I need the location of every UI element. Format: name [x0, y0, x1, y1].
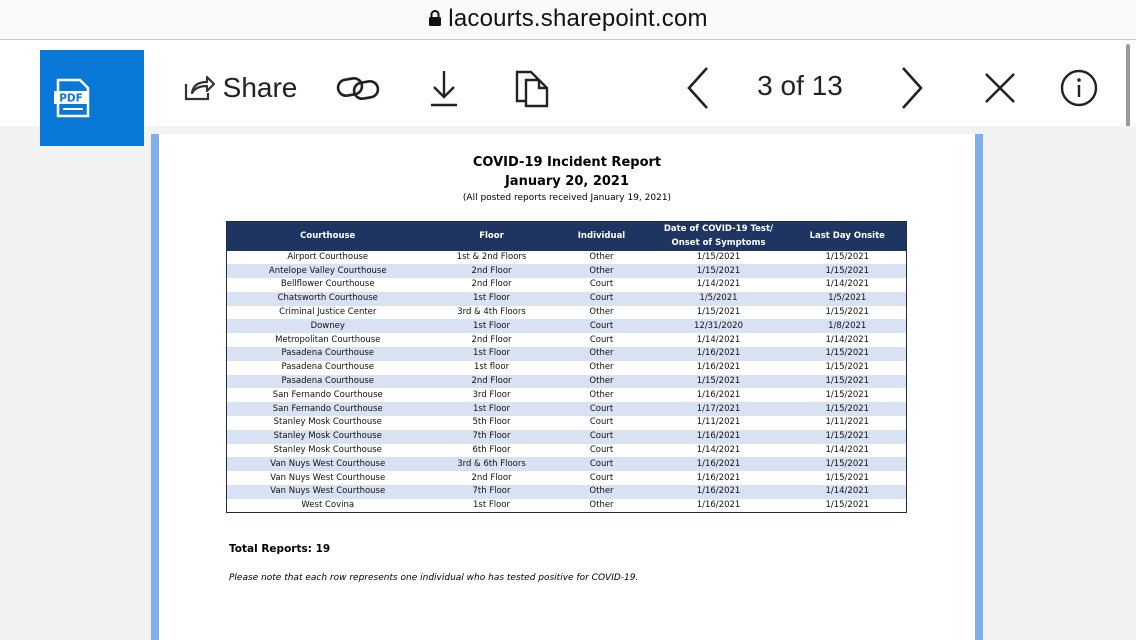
table-cell: 12/31/2020	[649, 319, 789, 333]
table-cell: 1st Floor	[429, 292, 555, 306]
table-cell: 1/14/2021	[789, 444, 907, 458]
table-cell: 1/14/2021	[649, 444, 789, 458]
table-cell: 1st floor	[429, 361, 555, 375]
copy-icon	[514, 68, 550, 108]
browser-url-bar[interactable]	[0, 0, 1136, 40]
column-header: Last Day Onsite	[789, 222, 907, 251]
table-cell: 2nd Floor	[429, 278, 555, 292]
table-row	[227, 375, 907, 389]
table-cell: Van Nuys West Courthouse	[227, 457, 429, 471]
table-cell: Bellflower Courthouse	[227, 278, 429, 292]
pdf-file-icon	[54, 78, 92, 118]
report-title: COVID-19 Incident Report	[472, 155, 662, 170]
table-cell: Stanley Mosk Courthouse	[227, 430, 429, 444]
table-cell: 2nd Floor	[429, 471, 555, 485]
viewer-toolbar	[0, 40, 1136, 126]
table-cell: 3rd & 4th Floors	[429, 306, 555, 320]
chevron-left-icon	[685, 66, 711, 110]
table-row	[227, 361, 907, 375]
pdf-file-badge	[40, 50, 144, 146]
table-cell: 1/15/2021	[789, 264, 907, 278]
table-header-row	[227, 222, 907, 251]
share-button[interactable]	[180, 60, 300, 116]
table-cell: Pasadena Courthouse	[227, 375, 429, 389]
previous-page-button[interactable]	[672, 60, 724, 116]
report-subtitle: (All posted reports received January 19, 2021)	[462, 193, 672, 203]
table-cell: 1/11/2021	[789, 416, 907, 430]
table-cell: 5th Floor	[429, 416, 555, 430]
table-cell: 1/11/2021	[649, 416, 789, 430]
table-cell: 3rd Floor	[429, 388, 555, 402]
copy-button[interactable]	[504, 60, 560, 116]
report-note: Please note that each row represents one individual who has tested positive for COVID-19.	[229, 573, 639, 583]
table-cell: Chatsworth Courthouse	[227, 292, 429, 306]
table-cell: 2nd Floor	[429, 375, 555, 389]
table-cell: 1/5/2021	[789, 292, 907, 306]
table-row	[227, 319, 907, 333]
table-cell: Antelope Valley Courthouse	[227, 264, 429, 278]
link-icon	[336, 72, 380, 104]
table-cell: Other	[555, 251, 649, 265]
table-cell: 7th Floor	[429, 485, 555, 499]
table-row	[227, 457, 907, 471]
table-cell: Other	[555, 306, 649, 320]
table-cell: Other	[555, 361, 649, 375]
table-cell: 1st Floor	[429, 499, 555, 513]
page-frame-right	[975, 134, 983, 640]
table-row	[227, 402, 907, 416]
page-indicator: 3 of 13	[757, 70, 843, 101]
download-button[interactable]	[416, 60, 472, 116]
table-cell: West Covina	[227, 499, 429, 513]
share-label: Share	[222, 72, 298, 103]
copy-link-button[interactable]	[330, 60, 386, 116]
table-cell: 2nd Floor	[429, 333, 555, 347]
total-reports: Total Reports: 19	[229, 543, 331, 555]
table-cell: 1/16/2021	[649, 499, 789, 513]
table-cell: Pasadena Courthouse	[227, 361, 429, 375]
table-cell: 1/16/2021	[649, 430, 789, 444]
table-cell: 1/15/2021	[789, 471, 907, 485]
table-cell: Other	[555, 375, 649, 389]
table-cell: 1/15/2021	[649, 375, 789, 389]
table-cell: Court	[555, 319, 649, 333]
table-cell: Other	[555, 388, 649, 402]
table-cell: Metropolitan Courthouse	[227, 333, 429, 347]
table-cell: 1st & 2nd Floors	[429, 251, 555, 265]
column-header: Date of COVID-19 Test/ Onset of Symptoms	[649, 222, 789, 251]
close-icon	[983, 71, 1017, 105]
table-cell: 1/14/2021	[649, 333, 789, 347]
table-cell: Other	[555, 264, 649, 278]
table-row	[227, 347, 907, 361]
table-cell: 1/16/2021	[649, 388, 789, 402]
share-icon	[183, 74, 215, 102]
table-cell: 1/15/2021	[789, 306, 907, 320]
table-cell: 1/15/2021	[789, 499, 907, 513]
close-button[interactable]	[972, 60, 1028, 116]
table-cell: 1/15/2021	[789, 388, 907, 402]
table-cell: 1/16/2021	[649, 457, 789, 471]
table-row	[227, 444, 907, 458]
table-cell: 1/16/2021	[649, 471, 789, 485]
table-cell: 1/17/2021	[649, 402, 789, 416]
table-cell: Court	[555, 444, 649, 458]
table-cell: 1st Floor	[429, 319, 555, 333]
table-cell: 1/15/2021	[789, 430, 907, 444]
table-cell: 1/15/2021	[789, 402, 907, 416]
table-cell: 1/15/2021	[649, 264, 789, 278]
table-row	[227, 333, 907, 347]
table-row	[227, 292, 907, 306]
table-cell: Court	[555, 292, 649, 306]
table-cell: Pasadena Courthouse	[227, 347, 429, 361]
table-cell: 1/15/2021	[789, 251, 907, 265]
table-cell: Van Nuys West Courthouse	[227, 485, 429, 499]
table-cell: 1st Floor	[429, 347, 555, 361]
table-cell: Court	[555, 471, 649, 485]
table-row	[227, 485, 907, 499]
report-date: January 20, 2021	[504, 174, 630, 189]
table-row	[227, 306, 907, 320]
table-cell: Other	[555, 347, 649, 361]
table-cell: Criminal Justice Center	[227, 306, 429, 320]
table-cell: 3rd & 6th Floors	[429, 457, 555, 471]
table-cell: Other	[555, 499, 649, 513]
download-icon	[429, 68, 459, 108]
table-row	[227, 388, 907, 402]
svg-text:PDF: PDF	[59, 92, 83, 105]
next-page-button[interactable]	[886, 60, 938, 116]
table-cell: 2nd Floor	[429, 264, 555, 278]
url-text: lacourts.sharepoint.com	[448, 5, 708, 32]
table-cell: 1/5/2021	[649, 292, 789, 306]
table-cell: 7th Floor	[429, 430, 555, 444]
table-cell: Downey	[227, 319, 429, 333]
table-cell: Court	[555, 333, 649, 347]
table-cell: 1/16/2021	[649, 485, 789, 499]
table-cell: Court	[555, 416, 649, 430]
column-header: Courthouse	[227, 222, 429, 251]
table-cell: Other	[555, 485, 649, 499]
info-button[interactable]	[1054, 60, 1104, 116]
table-cell: 6th Floor	[429, 444, 555, 458]
lock-icon	[428, 6, 442, 34]
table-cell: 1/8/2021	[789, 319, 907, 333]
table-cell: 1/14/2021	[789, 485, 907, 499]
table-cell: 1/15/2021	[789, 375, 907, 389]
table-cell: Court	[555, 278, 649, 292]
table-row	[227, 264, 907, 278]
table-row	[227, 251, 907, 265]
table-row	[227, 430, 907, 444]
table-row	[227, 499, 907, 513]
table-row	[227, 278, 907, 292]
column-header: Individual	[555, 222, 649, 251]
table-cell: 1/16/2021	[649, 347, 789, 361]
table-cell: Court	[555, 402, 649, 416]
incident-table	[226, 221, 907, 513]
table-cell: 1/14/2021	[789, 333, 907, 347]
table-cell: Stanley Mosk Courthouse	[227, 444, 429, 458]
table-cell: 1/15/2021	[789, 361, 907, 375]
table-cell: 1st Floor	[429, 402, 555, 416]
chevron-right-icon	[899, 66, 925, 110]
table-row	[227, 471, 907, 485]
table-row	[227, 416, 907, 430]
table-cell: 1/15/2021	[649, 251, 789, 265]
page-frame-left	[151, 134, 159, 640]
table-cell: San Fernando Courthouse	[227, 388, 429, 402]
table-cell: 1/16/2021	[649, 361, 789, 375]
table-cell: 1/14/2021	[649, 278, 789, 292]
table-cell: San Fernando Courthouse	[227, 402, 429, 416]
info-icon	[1059, 68, 1099, 108]
table-cell: 1/15/2021	[789, 457, 907, 471]
column-header: Floor	[429, 222, 555, 251]
table-cell: 1/14/2021	[789, 278, 907, 292]
table-cell: Van Nuys West Courthouse	[227, 471, 429, 485]
table-cell: Court	[555, 457, 649, 471]
url-display[interactable]	[0, 5, 1136, 34]
table-cell: 1/15/2021	[649, 306, 789, 320]
table-cell: Airport Courthouse	[227, 251, 429, 265]
table-cell: Court	[555, 430, 649, 444]
table-cell: 1/15/2021	[789, 347, 907, 361]
table-cell: Stanley Mosk Courthouse	[227, 416, 429, 430]
